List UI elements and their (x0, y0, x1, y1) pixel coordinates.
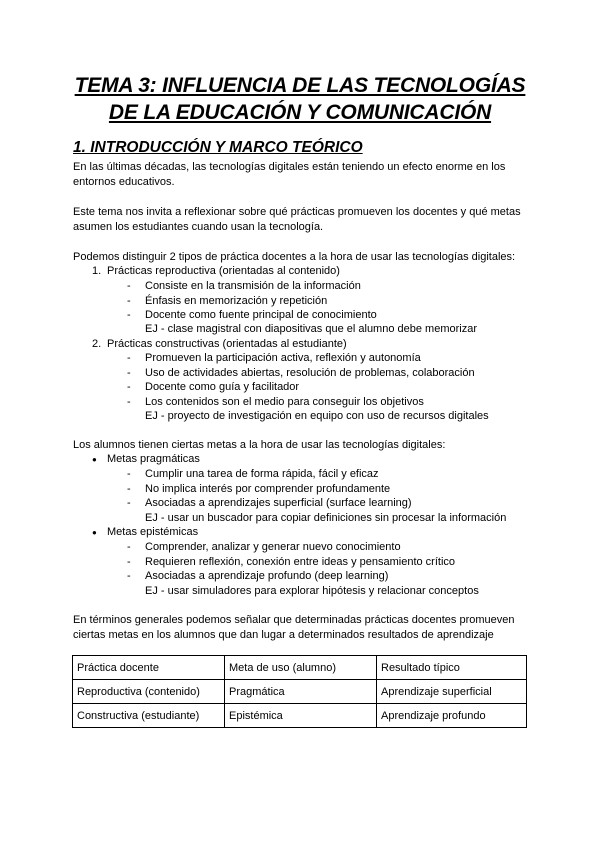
summary-paragraph: En términos generales podemos señalar que determinadas prácticas docentes promueven ciertas metas en los alumnos que dan lugar a determinados resultados de aprendizaje (73, 614, 515, 641)
list-item: Docente como guía y facilitador (145, 381, 300, 393)
dash-marker: - (127, 497, 131, 509)
title-line-1: TEMA 3: INFLUENCIA DE LAS TECNOLOGÍAS (74, 74, 526, 97)
dash-marker: - (127, 280, 131, 292)
list-item: Requieren reflexión, conexión entre ideas y pensamiento crítico (145, 556, 456, 568)
example-line: EJ - usar un buscador para copiar definiciones sin procesar la información (145, 512, 507, 524)
table-header-cell: Meta de uso (alumno) (225, 656, 377, 680)
table-cell: Aprendizaje superficial (377, 680, 527, 704)
table-header-cell: Práctica docente (73, 656, 225, 680)
bullet-marker: ● (92, 528, 97, 537)
table-cell: Aprendizaje profundo (377, 704, 527, 728)
table-row (73, 680, 527, 704)
title-line-2: DE LA EDUCACIÓN Y COMUNICACIÓN (108, 101, 492, 124)
dash-marker: - (127, 352, 131, 364)
list-item: Los contenidos son el medio para conseguir los objetivos (145, 396, 424, 408)
dash-marker: - (127, 367, 131, 379)
dash-marker: - (127, 570, 131, 582)
dash-marker: - (127, 556, 131, 568)
practice-constructive-label: Prácticas constructivas (orientadas al estudiante) (107, 338, 347, 350)
dash-marker: - (127, 309, 131, 321)
intro-paragraph-1: En las últimas décadas, las tecnologías digitales están teniendo un efecto enorme en los entornos educativos. (73, 161, 506, 188)
table-row (73, 704, 527, 728)
list-item: No implica interés por comprender profundamente (145, 483, 391, 495)
example-line: EJ - clase magistral con diapositivas que el alumno debe memorizar (145, 323, 477, 335)
page-title (40, 72, 560, 126)
example-line: EJ - usar simuladores para explorar hipótesis y relacionar conceptos (145, 585, 479, 597)
list-item: Comprender, analizar y generar nuevo conocimiento (145, 541, 401, 553)
list-item: Uso de actividades abiertas, resolución de problemas, colaboración (145, 367, 475, 379)
list-item: Énfasis en memorización y repetición (145, 295, 328, 307)
section-heading: 1. INTRODUCCIÓN Y MARCO TEÓRICO (73, 139, 363, 156)
practices-intro: Podemos distinguir 2 tipos de práctica docentes a la hora de usar las tecnologías digitales: (73, 251, 516, 263)
dash-marker: - (127, 483, 131, 495)
practices-table (72, 655, 527, 728)
table-cell: Epistémica (225, 704, 377, 728)
list-marker: 2. (92, 338, 102, 350)
list-item: Consiste en la transmisión de la información (145, 280, 361, 292)
bullet-marker: ● (92, 455, 97, 464)
goal-epistemic-label: Metas epistémicas (107, 526, 199, 538)
dash-marker: - (127, 468, 131, 480)
list-item: Docente como fuente principal de conocimiento (145, 309, 377, 321)
table-header-cell: Resultado típico (377, 656, 527, 680)
practice-reproductive-label: Prácticas reproductiva (orientadas al contenido) (107, 265, 340, 277)
list-marker: 1. (92, 265, 102, 277)
list-item: Cumplir una tarea de forma rápida, fácil y eficaz (145, 468, 379, 480)
table-header-row (73, 656, 527, 680)
dash-marker: - (127, 295, 131, 307)
dash-marker: - (127, 381, 131, 393)
intro-paragraph-2: Este tema nos invita a reflexionar sobre qué prácticas promueven los docentes y qué metas asumen los estudiantes cuando usan la tecnología. (73, 206, 521, 233)
list-item: Asociadas a aprendizaje profundo (deep learning) (145, 570, 389, 582)
list-item: Asociadas a aprendizajes superficial (surface learning) (145, 497, 412, 509)
goals-intro: Los alumnos tienen ciertas metas a la hora de usar las tecnologías digitales: (73, 439, 446, 451)
dash-marker: - (127, 396, 131, 408)
goal-pragmatic-label: Metas pragmáticas (107, 453, 200, 465)
example-line: EJ - proyecto de investigación en equipo con uso de recursos digitales (145, 410, 489, 422)
table-cell: Pragmática (225, 680, 377, 704)
table-cell: Reproductiva (contenido) (73, 680, 225, 704)
list-item: Promueven la participación activa, reflexión y autonomía (145, 352, 421, 364)
dash-marker: - (127, 541, 131, 553)
table-cell: Constructiva (estudiante) (73, 704, 225, 728)
